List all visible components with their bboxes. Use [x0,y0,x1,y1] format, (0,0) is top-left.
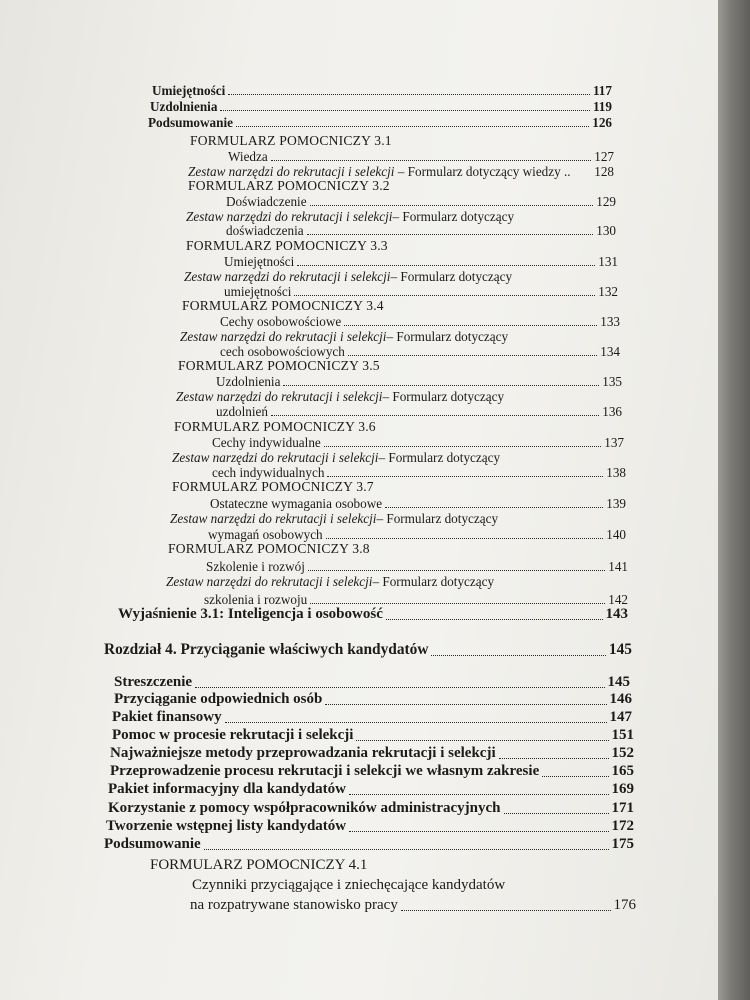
toc-page-number: 176 [613,897,636,913]
toc-page-number: 143 [605,606,628,622]
leader-dots [310,603,605,604]
toc-page-number: 129 [596,194,616,209]
toc-entry-podsumowanie [148,112,612,130]
leader-dots [431,655,605,656]
toc-entry-text: Uzdolnienia [150,99,218,114]
leader-dots [542,776,608,777]
leader-dots [401,910,611,911]
toc-entry-pakiet-finansowy [112,708,632,726]
toc-entry-text: Pomoc w procesie rekrutacji i selekcji [112,727,354,743]
toc-entry-text: Wyjaśnienie 3.1: Inteligencja i osobowość [118,606,383,622]
toc-entry-najwazniejsze-metody [110,744,634,762]
toc-page-number: 145 [608,641,632,658]
toc-page-number: 138 [606,465,626,480]
toc-entry-text: umiejętności [224,284,292,299]
toc-page-number: 171 [611,800,634,816]
toc-entry-pakiet-informacyjny [108,780,634,798]
form-heading-3-2: FORMULARZ POMOCNICZY 3.2 [188,178,390,193]
toc-entry-text: Cechy indywidualne [212,435,321,450]
form-heading-3-7: FORMULARZ POMOCNICZY 3.7 [172,479,374,494]
toc-entry-wyjasnienie-3-1 [118,605,628,623]
toc-entry-text: Umiejętności [224,254,295,269]
toc-page-number: 142 [608,592,628,607]
toc-entry-korzystanie [108,799,634,817]
leader-dots [348,355,597,356]
form-heading-3-8: FORMULARZ POMOCNICZY 3.8 [168,541,370,556]
toc-entry-text: na rozpatrywane stanowisko pracy [190,897,398,913]
leader-dots [356,740,608,741]
leader-dots [325,704,606,705]
leader-dots [349,831,608,832]
toc-page-number: 131 [598,254,618,269]
leader-dots [386,619,603,620]
toc-entry-zestaw-3-5: Zestaw narzędzi do rekrutacji i selekcji – Formularz dotyczący [176,389,505,404]
leader-dots [236,126,589,127]
toc-page-number: 145 [607,674,630,690]
toc-entry-tworzenie [106,817,634,835]
toc-page-number: 119 [592,99,612,114]
toc-entry-text: Pakiet finansowy [112,709,222,725]
toc-entry-zestaw-3-4: Zestaw narzędzi do rekrutacji i selekcji – Formularz dotyczący [180,329,509,344]
leader-dots [220,110,590,111]
form-heading-3-5: FORMULARZ POMOCNICZY 3.5 [178,358,380,373]
toc-page-number: 141 [608,559,628,574]
toc-entry-text: Uzdolnienia [216,374,281,389]
toc-page-number: 133 [600,314,620,329]
toc-page-number: 132 [598,284,618,299]
toc-entry-text: szkolenia i rozwoju [204,592,308,607]
toc-page-number: 172 [611,818,634,834]
toc-page-number: 136 [602,404,622,419]
toc-page-number: 135 [602,374,622,389]
toc-page-number: 127 [594,149,614,164]
toc-page-number: 117 [592,83,612,98]
toc-page-number: 126 [592,115,612,130]
toc-entry-text: Przyciąganie odpowiednich osób [114,691,323,707]
toc-entry-text: Rozdział 4. Przyciąganie właściwych kandydatów [104,641,429,658]
form-heading-4-1: FORMULARZ POMOCNICZY 4.1 [150,857,368,873]
toc-entry-text: cech osobowościowych [220,344,345,359]
toc-entry-text: Tworzenie wstępnej listy kandydatów [106,818,347,834]
leader-dots [499,758,609,759]
form-heading-3-3: FORMULARZ POMOCNICZY 3.3 [186,238,388,253]
toc-page-number: 139 [606,496,626,511]
toc-page-number: 165 [611,763,634,779]
toc-entry-text: Wiedza [228,149,268,164]
toc-entry-przeprowadzenie [110,762,634,780]
toc-entry-zestaw-3-6: Zestaw narzędzi do rekrutacji i selekcji – Formularz dotyczący [172,450,501,465]
toc-page-number: 147 [609,709,632,725]
leader-dots [195,687,604,688]
toc-page-number: 130 [596,223,616,238]
toc-page-number: 175 [611,836,634,852]
toc-entry-pomoc [112,726,634,744]
toc-entry-text: Umiejętności [152,83,226,98]
toc-entry-text: Najważniejsze metody przeprowadzania rekrutacji i selekcji [110,745,496,761]
toc-entry-zestaw-3-7: Zestaw narzędzi do rekrutacji i selekcji – Formularz dotyczący [170,511,499,526]
toc-entry-text: wymagań osobowych [208,527,323,542]
toc-page-number: 146 [609,691,632,707]
toc-entry-text: Szkolenie i rozwój [206,559,305,574]
toc-page-number: 152 [611,745,634,761]
toc-entry-text: Ostateczne wymagania osobowe [210,496,383,511]
toc-entry-text: Pakiet informacyjny dla kandydatów [108,781,346,797]
toc-entry-text: doświadczenia [226,223,304,238]
toc-entry-zestaw-3-8: Zestaw narzędzi do rekrutacji i selekcji – Formularz dotyczący [166,574,495,589]
toc-entry-text: Korzystanie z pomocy współpracowników administracyjnych [108,800,501,816]
toc-page-number: 137 [604,435,624,450]
form-heading-3-6: FORMULARZ POMOCNICZY 3.6 [174,419,376,434]
toc-entry-text: Zestaw narzędzi do rekrutacji i selekcji – Formularz dotyczący wiedzy .. [188,164,571,179]
leader-dots [228,94,590,95]
toc-entry-zestaw-3-3: Zestaw narzędzi do rekrutacji i selekcji – Formularz dotyczący [184,269,513,284]
toc-page-number: 140 [606,527,626,542]
toc-page-number: 134 [600,344,620,359]
toc-page-number: 169 [611,781,634,797]
toc-entry-text: Podsumowanie [104,836,201,852]
toc-entry-zestaw-3-2: Zestaw narzędzi do rekrutacji i selekcji – Formularz dotyczący [186,209,515,224]
toc-entry-text: uzdolnień [216,404,269,419]
toc-entry-przyciaganie [114,690,632,708]
leader-dots [225,722,607,723]
toc-entry-text: Streszczenie [114,674,193,690]
leader-dots [349,794,609,795]
toc-entry-czynniki-cont [190,896,636,914]
toc-chapter-4 [104,641,632,659]
form-heading-3-4: FORMULARZ POMOCNICZY 3.4 [182,298,384,313]
toc-entry-text: Podsumowanie [148,115,233,130]
toc-entry-text: Cechy osobowościowe [220,314,342,329]
toc-entry-czynniki: Czynniki przyciągające i zniechęcające kandydatów [192,877,506,893]
toc-entry-text: Doświadczenie [226,194,307,209]
toc-page-number: 128 [594,164,614,179]
toc-page-number: 151 [611,727,634,743]
toc-entry-text: cech indywidualnych [212,465,325,480]
toc-entry-streszczenie [114,673,630,691]
book-page-edge [718,0,750,1000]
toc-entry-text: Przeprowadzenie procesu rekrutacji i selekcji we własnym zakresie [110,763,540,779]
form-heading-3-1: FORMULARZ POMOCNICZY 3.1 [190,133,392,148]
leader-dots [204,849,609,850]
leader-dots [504,813,609,814]
toc-entry-podsumowanie-4 [104,835,634,853]
